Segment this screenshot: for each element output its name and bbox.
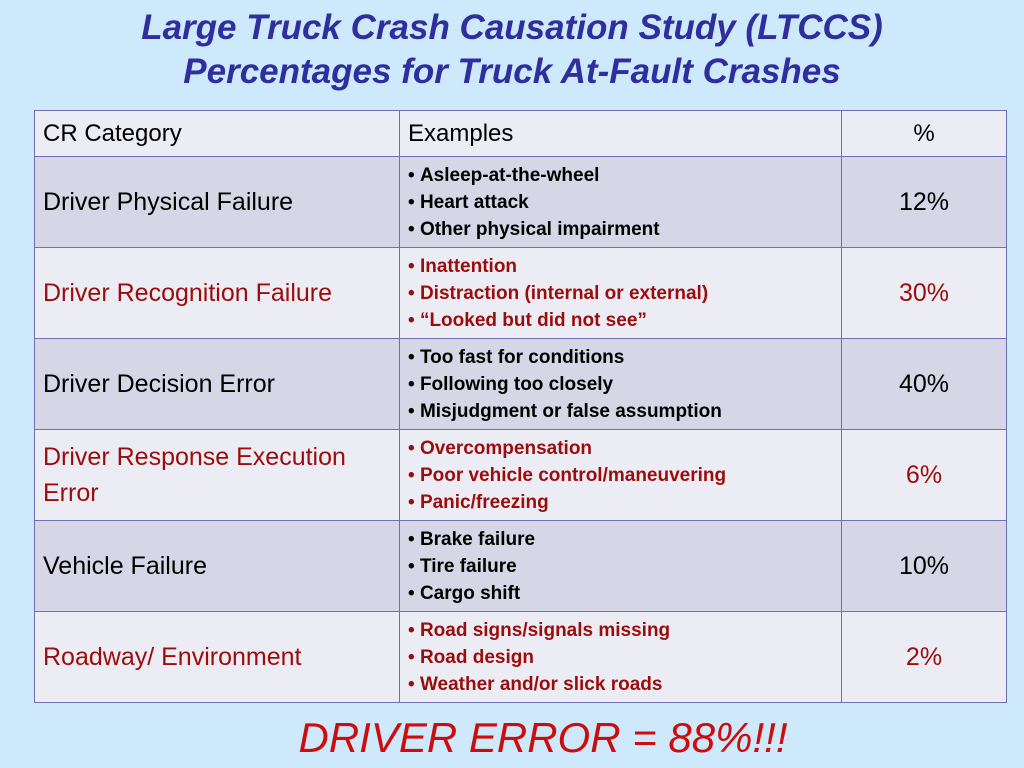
category-cell: Vehicle Failure bbox=[35, 521, 400, 612]
percent-cell: 12% bbox=[842, 157, 1007, 248]
example-item: • Misjudgment or false assumption bbox=[408, 398, 833, 425]
example-item: • Other physical impairment bbox=[408, 216, 833, 243]
percent-cell: 6% bbox=[842, 430, 1007, 521]
title-line-2: Percentages for Truck At-Fault Crashes bbox=[183, 52, 841, 91]
table-row bbox=[35, 157, 1007, 248]
example-item: • Distraction (internal or external) bbox=[408, 280, 833, 307]
example-item: • Overcompensation bbox=[408, 435, 833, 462]
example-item: • Tire failure bbox=[408, 553, 833, 580]
example-item: • Poor vehicle control/maneuvering bbox=[408, 462, 833, 489]
example-item: • Inattention bbox=[408, 253, 833, 280]
example-item: • Following too closely bbox=[408, 371, 833, 398]
example-item: • Asleep-at-the-wheel bbox=[408, 162, 833, 189]
title-line-1: Large Truck Crash Causation Study (LTCCS) bbox=[141, 8, 883, 47]
header-examples: Examples bbox=[400, 111, 842, 157]
example-item: • “Looked but did not see” bbox=[408, 307, 833, 334]
table-row bbox=[35, 612, 1007, 703]
examples-cell bbox=[400, 248, 842, 339]
example-item: • Weather and/or slick roads bbox=[408, 671, 833, 698]
percent-cell: 10% bbox=[842, 521, 1007, 612]
category-cell: Roadway/ Environment bbox=[35, 612, 400, 703]
percent-cell: 30% bbox=[842, 248, 1007, 339]
example-item: • Brake failure bbox=[408, 526, 833, 553]
percent-cell: 2% bbox=[842, 612, 1007, 703]
example-item: • Road signs/signals missing bbox=[408, 617, 833, 644]
slide-title bbox=[0, 6, 1024, 94]
examples-cell bbox=[400, 430, 842, 521]
examples-cell bbox=[400, 157, 842, 248]
example-item: • Cargo shift bbox=[408, 580, 833, 607]
category-cell: Driver Response Execution Error bbox=[35, 430, 400, 521]
percent-cell: 40% bbox=[842, 339, 1007, 430]
crash-causation-table bbox=[34, 110, 1007, 703]
example-item: • Panic/freezing bbox=[408, 489, 833, 516]
driver-error-summary: DRIVER ERROR = 88%!!! bbox=[298, 714, 788, 761]
examples-cell bbox=[400, 339, 842, 430]
table-row bbox=[35, 339, 1007, 430]
header-cr-category: CR Category bbox=[35, 111, 400, 157]
category-cell: Driver Physical Failure bbox=[35, 157, 400, 248]
examples-cell bbox=[400, 612, 842, 703]
table-row bbox=[35, 430, 1007, 521]
table-row bbox=[35, 521, 1007, 612]
category-cell: Driver Recognition Failure bbox=[35, 248, 400, 339]
category-cell: Driver Decision Error bbox=[35, 339, 400, 430]
table-row bbox=[35, 248, 1007, 339]
example-item: • Heart attack bbox=[408, 189, 833, 216]
header-percent: % bbox=[842, 111, 1007, 157]
example-item: • Road design bbox=[408, 644, 833, 671]
examples-cell bbox=[400, 521, 842, 612]
example-item: • Too fast for conditions bbox=[408, 344, 833, 371]
